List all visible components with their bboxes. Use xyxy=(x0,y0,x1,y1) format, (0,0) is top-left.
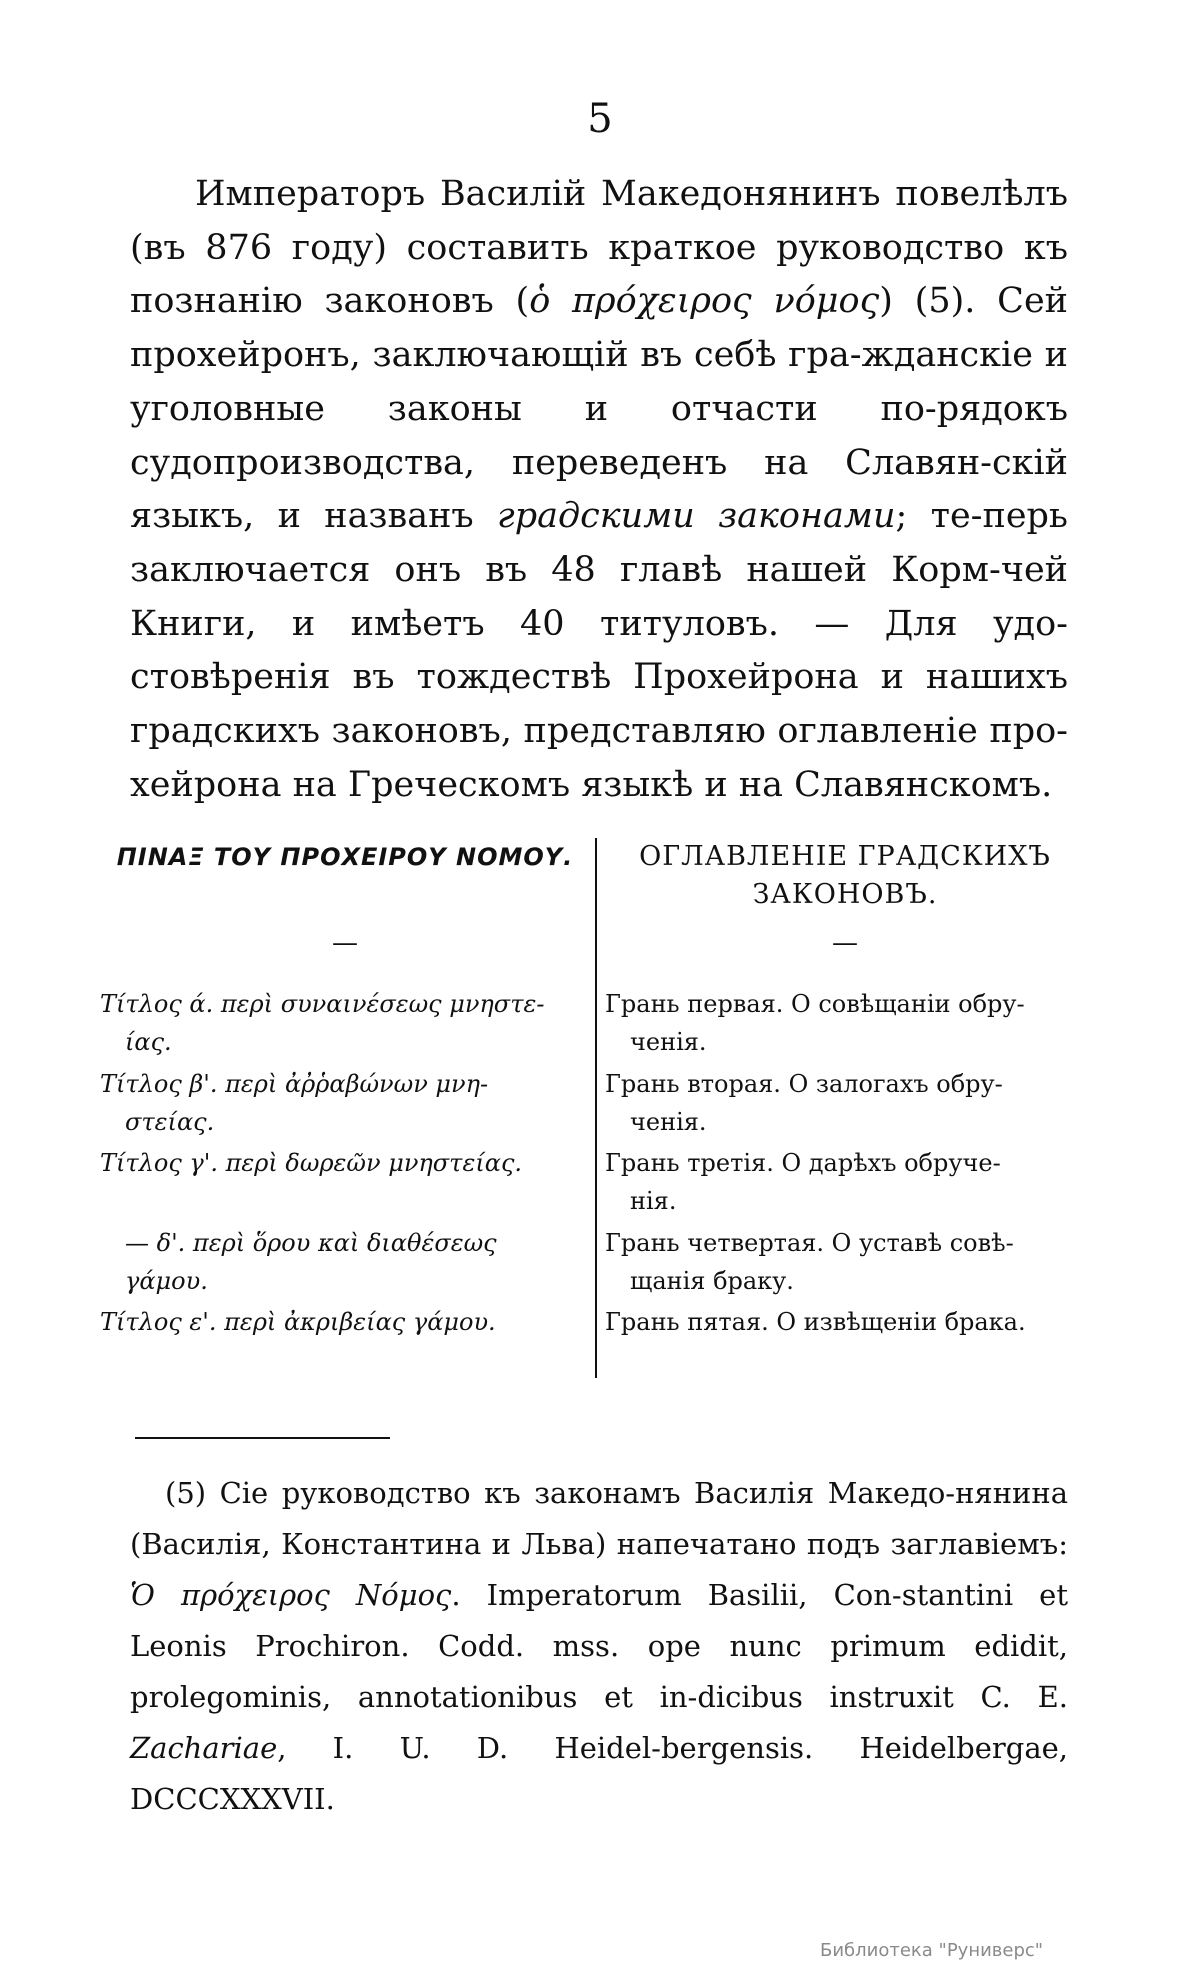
slavonic-entry: Грань вторая. О залогахъ обру- ченія. xyxy=(605,1070,1003,1136)
footnote xyxy=(130,1468,1068,1825)
italic-phrase: градскими законами xyxy=(497,496,896,537)
page-number: 5 xyxy=(587,96,613,142)
table-of-contents xyxy=(100,838,1085,1388)
greek-entry: Τίτλος β'. περὶ ἀῤῥαβώνων μνη- στείας. xyxy=(100,1070,489,1136)
main-text-part-3: ; те-перь заключается онъ въ 48 главѣ нашей Корм-чей Книги, и имѣетъ 40 титуловъ. — Для удо-стовѣренія въ тождествѣ Прохейрона и нашихъ градскихъ законовъ, представляю оглавленіе про-хейрона на Греческомъ языкѣ и на Славянскомъ. xyxy=(130,496,1068,805)
main-text-part-1: Императоръ Василій Македонянинъ повелѣлъ (въ 876 году) составить краткое руководство къ познанію законовъ ( xyxy=(130,174,1068,322)
greek-title: ὁ πρόχειρος νόμος xyxy=(529,281,880,322)
column-divider xyxy=(595,838,597,1378)
greek-entry: Τίτλος ε'. περὶ ἀκριβείας γάμου. xyxy=(100,1308,496,1336)
footnote-author: Zachariae xyxy=(130,1731,278,1765)
slavonic-entry: Грань третія. О дарѣхъ обруче- нія. xyxy=(605,1149,1001,1215)
footnote-part-2: . Imperatorum Basilii, Con-stantini et Leonis Prochiron. Codd. mss. ope nunc primum edidit, prolegominis, annotationibus et in-dicibus instruxit C. E. xyxy=(130,1578,1068,1714)
footnote-greek-title: Ὁ πρόχειρος Νόμος xyxy=(130,1578,452,1612)
slavonic-entry: Грань пятая. О извѣщеніи брака. xyxy=(605,1308,1026,1336)
greek-heading: ΠΙΝΑΞ ΤΟΥ ΠΡΟΧΕΙΡΟΥ ΝΟΜΟΥ. xyxy=(116,843,574,871)
greek-entry: — δ'. περὶ ὅρου καὶ διαθέσεως γάμου. xyxy=(125,1229,497,1295)
greek-entry: Τίτλος γ'. περὶ δωρεῶν μνηστείας. xyxy=(100,1149,523,1177)
slavonic-entry: Грань первая. О совѣщаніи обру- ченія. xyxy=(605,990,1025,1056)
heading-dash-left: — xyxy=(332,928,358,958)
heading-dash-right: — xyxy=(832,928,858,958)
footnote-part-3: , I. U. D. Heidel-bergensis. Heidelbergae, DCCCXXXVII. xyxy=(130,1731,1068,1816)
library-watermark: Библиотека "Руниверс" xyxy=(820,1940,1044,1961)
greek-entry: Τίτλος ά. περὶ συναινέσεως μνηστε- ίας. xyxy=(100,990,545,1056)
main-text-part-2: ) (5). Сей прохейронъ, заключающій въ себѣ гра-жданскіе и уголовные законы и отчасти по-рядокъ судопроизводства, переведенъ на Славян-скій языкъ, и названъ xyxy=(130,281,1068,537)
footnote-part-1: (5) Сіе руководство къ законамъ Василія Македо-нянина (Василія, Константина и Льва) напечатано подъ заглавіемъ: xyxy=(130,1476,1068,1561)
slavonic-heading: ОГЛАВЛЕНІЕ ГРАДСКИХЪ ЗАКОНОВЪ. xyxy=(639,841,1051,910)
main-paragraph xyxy=(130,168,1068,812)
footnote-separator xyxy=(135,1437,390,1439)
slavonic-entry: Грань четвертая. О уставѣ совѣ- щанія браку. xyxy=(605,1229,1014,1295)
